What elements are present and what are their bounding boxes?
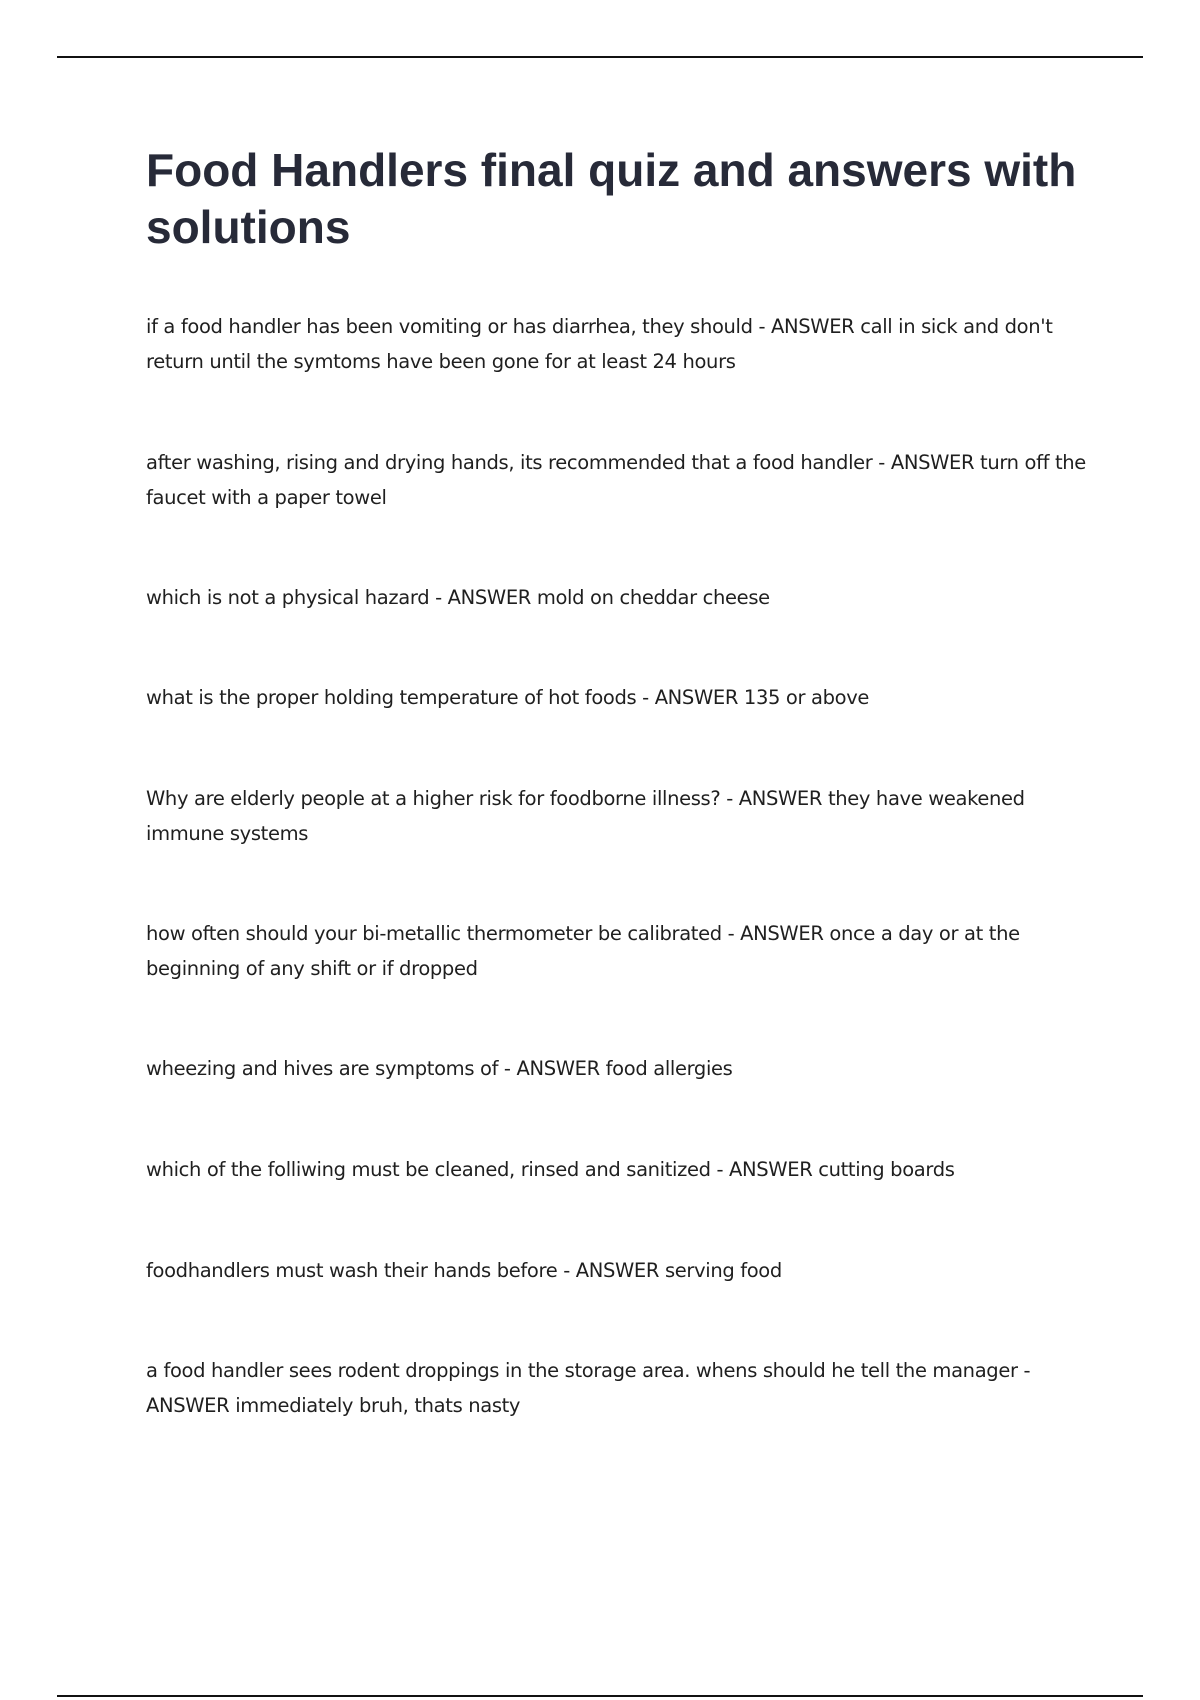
qa-item-1: if a food handler has been vomiting or has diarrhea, they should - ANSWER call in sick and don't return until the symtoms have been gone for at least 24 hours: [146, 315, 1053, 373]
qa-item-3: which is not a physical hazard - ANSWER mold on cheddar cheese: [146, 586, 770, 609]
qa-item-2: after washing, rising and drying hands, its recommended that a food handler - ANSWER turn off the faucet with a paper towel: [146, 451, 1086, 509]
top-divider: [57, 56, 1143, 58]
qa-item-9: foodhandlers must wash their hands before - ANSWER serving food: [146, 1259, 782, 1282]
qa-item-5: Why are elderly people at a higher risk for foodborne illness? - ANSWER they have weakened immune systems: [146, 787, 1025, 845]
qa-item-6: how often should your bi-metallic thermometer be calibrated - ANSWER once a day or at the beginning of any shift or if dropped: [146, 922, 1020, 980]
qa-item-8: which of the folliwing must be cleaned, rinsed and sanitized - ANSWER cutting boards: [146, 1158, 955, 1181]
qa-item-4: what is the proper holding temperature of hot foods - ANSWER 135 or above: [146, 686, 870, 709]
bottom-divider: [57, 1695, 1143, 1697]
qa-item-10: a food handler sees rodent droppings in the storage area. whens should he tell the manager - ANSWER immediately bruh, thats nasty: [146, 1359, 1031, 1417]
document-title: Food Handlers final quiz and answers with solutions: [146, 144, 1077, 253]
qa-item-7: wheezing and hives are symptoms of - ANSWER food allergies: [146, 1057, 733, 1080]
